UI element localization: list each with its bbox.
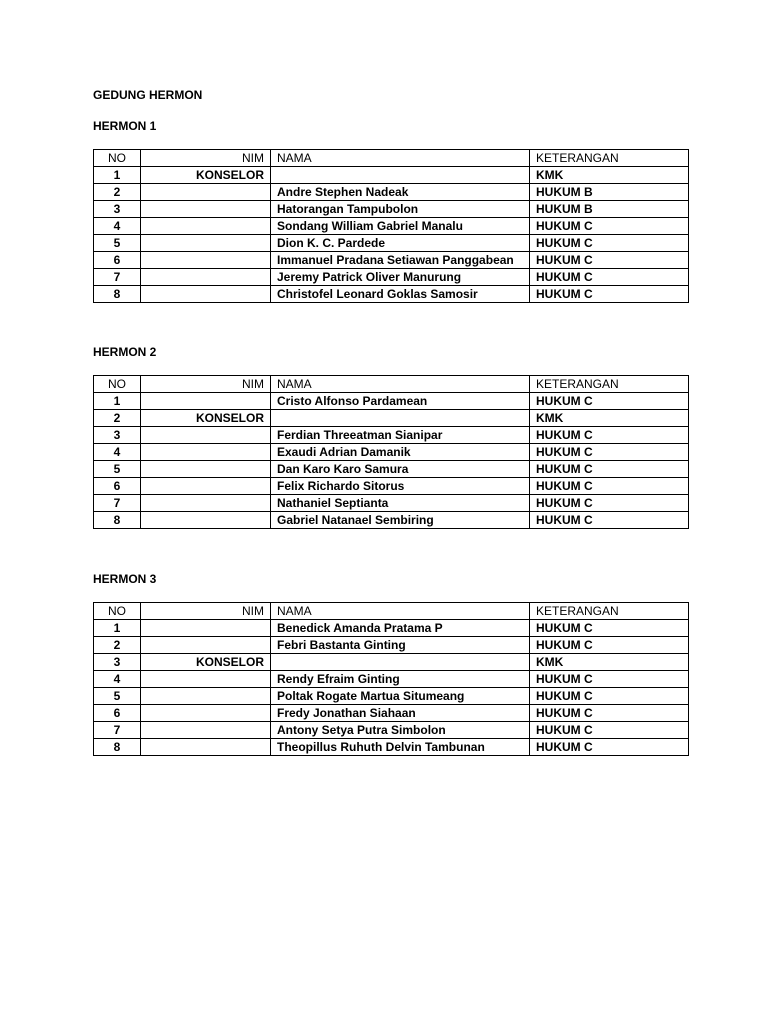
- table-row: [94, 739, 689, 756]
- cell-no: 1: [94, 393, 141, 410]
- cell-nim: [141, 671, 271, 688]
- cell-nim: [141, 218, 271, 235]
- cell-nama: Gabriel Natanael Sembiring: [271, 512, 530, 529]
- roster-table: [93, 602, 689, 756]
- cell-keterangan: HUKUM C: [530, 620, 689, 637]
- cell-nim: [141, 620, 271, 637]
- cell-nim: [141, 495, 271, 512]
- cell-nama: Febri Bastanta Ginting: [271, 637, 530, 654]
- cell-nim: [141, 722, 271, 739]
- table-row: [94, 201, 689, 218]
- cell-nama: Theopillus Ruhuth Delvin Tambunan: [271, 739, 530, 756]
- room-group: [93, 572, 689, 756]
- table-row: [94, 444, 689, 461]
- cell-nama: Andre Stephen Nadeak: [271, 184, 530, 201]
- cell-nama: Hatorangan Tampubolon: [271, 201, 530, 218]
- cell-nama: Nathaniel Septianta: [271, 495, 530, 512]
- cell-nim: KONSELOR: [141, 167, 271, 184]
- cell-nim: [141, 478, 271, 495]
- cell-no: 3: [94, 654, 141, 671]
- cell-no: 3: [94, 201, 141, 218]
- cell-keterangan: HUKUM C: [530, 637, 689, 654]
- group-title: HERMON 2: [93, 345, 157, 359]
- cell-nama: Felix Richardo Sitorus: [271, 478, 530, 495]
- cell-nama: Antony Setya Putra Simbolon: [271, 722, 530, 739]
- cell-nim: [141, 393, 271, 410]
- table-row: [94, 393, 689, 410]
- cell-nama: [271, 167, 530, 184]
- cell-nama: Cristo Alfonso Pardamean: [271, 393, 530, 410]
- cell-nama: Christofel Leonard Goklas Samosir: [271, 286, 530, 303]
- table-row: [94, 461, 689, 478]
- cell-nim: [141, 235, 271, 252]
- table-row: [94, 688, 689, 705]
- cell-no: 6: [94, 252, 141, 269]
- column-header-no: NO: [94, 603, 141, 620]
- cell-nama: Dion K. C. Pardede: [271, 235, 530, 252]
- column-header-nama: NAMA: [271, 603, 530, 620]
- table-row: [94, 167, 689, 184]
- table-header-row: [94, 150, 689, 167]
- cell-no: 1: [94, 620, 141, 637]
- cell-no: 4: [94, 671, 141, 688]
- column-header-nim: NIM: [141, 150, 271, 167]
- table-row: [94, 512, 689, 529]
- cell-keterangan: HUKUM C: [530, 722, 689, 739]
- cell-keterangan: HUKUM C: [530, 671, 689, 688]
- cell-keterangan: HUKUM C: [530, 444, 689, 461]
- cell-no: 5: [94, 688, 141, 705]
- column-header-nim: NIM: [141, 376, 271, 393]
- cell-nim: [141, 269, 271, 286]
- cell-nama: Benedick Amanda Pratama P: [271, 620, 530, 637]
- cell-keterangan: HUKUM B: [530, 201, 689, 218]
- table-row: [94, 286, 689, 303]
- cell-nama: Ferdian Threeatman Sianipar: [271, 427, 530, 444]
- cell-keterangan: KMK: [530, 654, 689, 671]
- column-header-no: NO: [94, 150, 141, 167]
- cell-no: 8: [94, 739, 141, 756]
- cell-nim: [141, 637, 271, 654]
- cell-keterangan: HUKUM C: [530, 739, 689, 756]
- table-row: [94, 671, 689, 688]
- cell-keterangan: HUKUM C: [530, 235, 689, 252]
- group-title: HERMON 1: [93, 119, 157, 133]
- table-row: [94, 654, 689, 671]
- column-header-keterangan: KETERANGAN: [530, 603, 689, 620]
- column-header-nama: NAMA: [271, 376, 530, 393]
- table-header-row: [94, 376, 689, 393]
- cell-nama: Poltak Rogate Martua Situmeang: [271, 688, 530, 705]
- cell-no: 8: [94, 286, 141, 303]
- cell-nama: Sondang William Gabriel Manalu: [271, 218, 530, 235]
- cell-nim: KONSELOR: [141, 654, 271, 671]
- cell-nim: [141, 252, 271, 269]
- table-row: [94, 252, 689, 269]
- cell-no: 8: [94, 512, 141, 529]
- cell-keterangan: HUKUM B: [530, 184, 689, 201]
- cell-no: 2: [94, 184, 141, 201]
- cell-keterangan: HUKUM C: [530, 461, 689, 478]
- cell-nim: KONSELOR: [141, 410, 271, 427]
- table-row: [94, 410, 689, 427]
- cell-keterangan: HUKUM C: [530, 252, 689, 269]
- cell-nama: Fredy Jonathan Siahaan: [271, 705, 530, 722]
- table-row: [94, 184, 689, 201]
- cell-no: 2: [94, 410, 141, 427]
- room-group: [93, 119, 689, 303]
- cell-no: 1: [94, 167, 141, 184]
- cell-nama: Immanuel Pradana Setiawan Panggabean: [271, 252, 530, 269]
- cell-no: 2: [94, 637, 141, 654]
- table-row: [94, 722, 689, 739]
- cell-no: 6: [94, 705, 141, 722]
- cell-keterangan: HUKUM C: [530, 705, 689, 722]
- cell-keterangan: HUKUM C: [530, 495, 689, 512]
- column-header-no: NO: [94, 376, 141, 393]
- cell-no: 5: [94, 461, 141, 478]
- cell-no: 7: [94, 269, 141, 286]
- cell-nama: Dan Karo Karo Samura: [271, 461, 530, 478]
- cell-nama: Rendy Efraim Ginting: [271, 671, 530, 688]
- column-header-keterangan: KETERANGAN: [530, 376, 689, 393]
- cell-nama: [271, 654, 530, 671]
- cell-no: 4: [94, 218, 141, 235]
- cell-keterangan: HUKUM C: [530, 478, 689, 495]
- cell-nama: Exaudi Adrian Damanik: [271, 444, 530, 461]
- cell-no: 7: [94, 495, 141, 512]
- column-header-keterangan: KETERANGAN: [530, 150, 689, 167]
- column-header-nama: NAMA: [271, 150, 530, 167]
- cell-no: 3: [94, 427, 141, 444]
- cell-keterangan: HUKUM C: [530, 286, 689, 303]
- cell-nim: [141, 201, 271, 218]
- cell-keterangan: HUKUM C: [530, 218, 689, 235]
- cell-keterangan: HUKUM C: [530, 393, 689, 410]
- cell-nim: [141, 739, 271, 756]
- table-row: [94, 620, 689, 637]
- cell-nim: [141, 461, 271, 478]
- cell-nama: [271, 410, 530, 427]
- cell-keterangan: KMK: [530, 410, 689, 427]
- column-header-nim: NIM: [141, 603, 271, 620]
- roster-table: [93, 149, 689, 303]
- group-title: HERMON 3: [93, 572, 157, 586]
- table-row: [94, 269, 689, 286]
- table-row: [94, 637, 689, 654]
- table-row: [94, 427, 689, 444]
- table-row: [94, 705, 689, 722]
- cell-nim: [141, 705, 271, 722]
- cell-keterangan: KMK: [530, 167, 689, 184]
- cell-no: 4: [94, 444, 141, 461]
- roster-table: [93, 375, 689, 529]
- table-row: [94, 218, 689, 235]
- cell-keterangan: HUKUM C: [530, 688, 689, 705]
- table-row: [94, 495, 689, 512]
- cell-nim: [141, 184, 271, 201]
- room-group: [93, 345, 689, 529]
- cell-nim: [141, 688, 271, 705]
- cell-nama: Jeremy Patrick Oliver Manurung: [271, 269, 530, 286]
- cell-keterangan: HUKUM C: [530, 512, 689, 529]
- table-header-row: [94, 603, 689, 620]
- cell-nim: [141, 512, 271, 529]
- cell-no: 5: [94, 235, 141, 252]
- cell-nim: [141, 286, 271, 303]
- table-row: [94, 235, 689, 252]
- cell-keterangan: HUKUM C: [530, 427, 689, 444]
- cell-nim: [141, 427, 271, 444]
- cell-nim: [141, 444, 271, 461]
- cell-no: 6: [94, 478, 141, 495]
- cell-no: 7: [94, 722, 141, 739]
- page-title: GEDUNG HERMON: [93, 88, 203, 102]
- table-row: [94, 478, 689, 495]
- cell-keterangan: HUKUM C: [530, 269, 689, 286]
